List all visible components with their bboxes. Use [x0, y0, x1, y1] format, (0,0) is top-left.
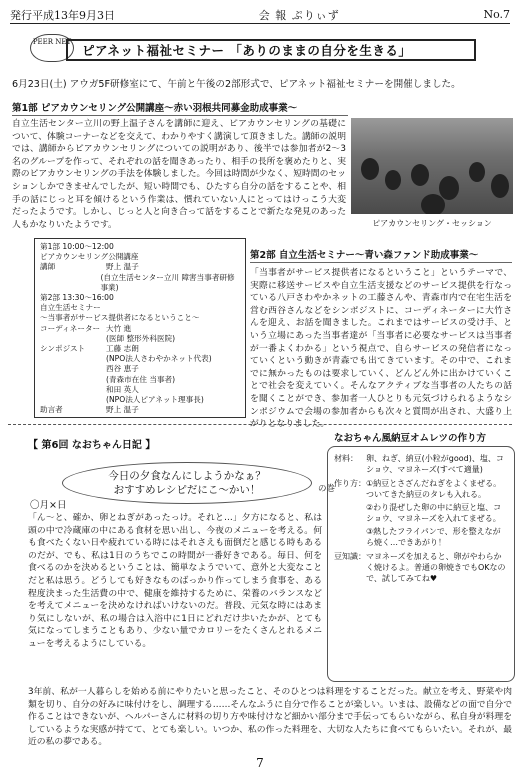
schedule-value: (自立生活センター立川 障害当事者研修事業): [100, 272, 235, 292]
schedule-key: 自立生活セミナー: [40, 303, 101, 313]
recipe-note: マヨネーズを加えると、卵がやわらかく焼けるよ。普通の卵焼きでもOKなので、試してみてね♥: [366, 552, 506, 583]
newsletter-name: 会 報 ぷりぃず: [258, 8, 340, 22]
schedule-value: 野上 温子: [106, 262, 139, 272]
schedule-value: (NPO法人さわやかネット代表): [106, 354, 212, 364]
schedule-line: [40, 324, 240, 334]
schedule-line: [40, 344, 240, 354]
diary-suffix: の巻: [318, 484, 336, 494]
recipe-step: ②わり混ぜした卵の中に納豆と塩、コショウ、マヨネーズを入れてまぜる。: [366, 503, 502, 523]
issue-date: 発行平成13年9月3日: [10, 8, 115, 22]
schedule-line: [40, 242, 240, 252]
ingredients-label: 材料：: [334, 454, 358, 463]
page-number: 7: [256, 756, 264, 770]
schedule-value: 工藤 志朗: [106, 344, 139, 354]
schedule-line: [40, 395, 240, 405]
issue-number: No.7: [483, 8, 510, 21]
schedule-line: [40, 293, 240, 303]
schedule-key: [40, 385, 106, 395]
schedule-key: [40, 375, 106, 385]
schedule-line: [40, 364, 240, 374]
schedule-key: [40, 354, 106, 364]
schedule-key: [40, 334, 106, 344]
bubble-line-2: おすすめレシピだにこ～かい！: [113, 484, 261, 496]
diary-bubble: [62, 462, 312, 504]
schedule-line: [40, 405, 240, 415]
bubble-line-1: 今日の夕食なんにしようかなぁ？: [108, 470, 266, 482]
page-header: [10, 6, 510, 24]
recipe-box: [327, 446, 515, 682]
schedule-key: シンポジスト: [40, 344, 86, 354]
schedule-box: [34, 238, 246, 418]
schedule-value: 和田 英人: [106, 384, 139, 394]
schedule-key: 第1部 10:00～12:00: [40, 242, 114, 251]
recipe-step: ③熱したフライパンで、形を整えながら焼く…できあがり！: [366, 527, 501, 547]
peer-net-logo: PEER NET: [30, 34, 74, 62]
schedule-line: [40, 334, 240, 344]
schedule-line: [40, 385, 240, 395]
part2-body: 「当事者がサービス提供者になるということ」というテーマで、実際に移送サービスや自立生活支援などのサービス提供を行なっている八戸さわやかネットの工藤さんや、青森市内で在宅生活を営む西谷さんなどをシンポジストに、コーディネーターに大竹さんを迎え、お話を聞きました。これまではサービスの受け手、という立場にあった当事者達が「当事者に必要なサービスは当事者が一番よくわかる」という視点で、自らサービスの発信者になっていくという動きが青森でも出てきています。その中で、これまでに無かったものは要求していく、どんどん外に出かけていくことで社会を変えていく。そんなアクティブな当事者の人たちの話を聞くことができ、参加者一人ひとりも元気づけられるようなシンポジウムで会場の参加者からも次々と質問が出され、大盛り上がりとなりました。: [250, 268, 512, 430]
schedule-key: ピアカウンセリング公開講座: [40, 252, 139, 262]
schedule-line: [40, 313, 240, 323]
part2-heading: 第2部 自立生活セミナー～青い森ファンド助成事業～: [250, 247, 512, 263]
diary-body-2: 3年前、私が一人暮らしを始める前にやりたいと思ったこと、そのひとつは料理をすることだった。献立を考え、野菜や肉類を切り、自分の好みに味付けをし、調理する……そんなふうに自分で作ることが楽しい。いまは、設備などの面で自分で作ることはできないが、ヘルパーさんに材料の切り方や味付けなど細かい部分まで手伝ってもらいながら、私自身が料理をしているような実感が持てて、とても楽しい。いつか、私の作った料理を、大切な人たちに食べてもらいたい。それが、最近の私の夢である。: [28, 687, 512, 748]
schedule-key: [40, 395, 106, 405]
ingredients: 卵、ねぎ、納豆(小粒がgood)、塩、コショウ、マヨネーズ(すべて適量): [366, 454, 504, 474]
schedule-key: コーディネーター: [40, 323, 101, 333]
lead-paragraph: 6月23日(土) アウガ5F研修室にて、午前と午後の2部形式で、ピアネット福祉セミナーを開催しました。: [12, 79, 461, 90]
schedule-value: (NPO法人ピアネット理事長): [106, 395, 204, 405]
schedule-key: [40, 364, 106, 374]
schedule-line: [40, 303, 240, 313]
note-label: 豆知識：: [334, 552, 366, 561]
schedule-key: 第2部 13:30～16:00: [40, 293, 114, 303]
recipe-step: ①納豆とさざんだねぎをよくまぜる。ついてきた納豆のタレも入れる。: [366, 479, 502, 499]
schedule-key: ～当事者がサービス提供者になるということ～: [40, 313, 200, 323]
schedule-line: [40, 273, 240, 293]
recipe-title: なおちゃん風納豆オムレツの作り方: [332, 430, 488, 444]
diary-date: 〇月×日: [30, 500, 67, 511]
schedule-value: (青森市在住 当事者): [106, 374, 176, 384]
schedule-key: 助言者: [40, 405, 63, 415]
schedule-value: (医師 整形外科医院): [106, 333, 176, 343]
schedule-line: [40, 262, 240, 272]
schedule-key: 講師: [40, 262, 56, 272]
steps-label: 作り方：: [334, 479, 366, 488]
schedule-key: [40, 273, 100, 293]
section-divider: [8, 424, 512, 425]
schedule-line: [40, 354, 240, 364]
article-title: ピアネット福祉セミナー 「ありのままの自分を生きる」: [66, 39, 476, 61]
part1-body: 自立生活センター立川の野上温子さんを講師に迎え、ピアカウンセリングの基礎について、体験コーナーなどを交えて、わかりやすく講演して頂きました。講師の説明では、講師からピアカウンセリングについての説明があり、後半では参加者が2～3名のグループを作って、それぞれの話を聞きあったり、相手の長所を褒めたりと、実際のピアカウンセリングの手法を体験しました。今回は時間が少なく、短時間のセッションしかできませんでしたが、短い時間でも、ひたすら自分の話をすることや、相手の話にじっと耳を傾けるという作業は、慣れていない人にとってはけっこう大変だったようです。しかし、じっと人と向き合って話をすることで新たな発見のあった人もかなりいたようです。: [12, 119, 346, 230]
schedule-value: 大竹 進: [106, 323, 132, 333]
schedule-value: 西谷 恵子: [106, 364, 139, 374]
photo-caption: ピアカウンセリング・セッション: [372, 219, 492, 228]
schedule-line: [40, 252, 240, 262]
schedule-line: [40, 375, 240, 385]
seminar-photo: [351, 118, 513, 214]
diary-body: 「ん～と、確か、卵とねぎがあったっけ。それと…」夕方になると、私は頭の中で冷蔵庫の中にある食材を思い出し、今夜のメニューを考える。何も食べたくない日や疲れている時にはそれさえも面倒だと感じる時もあるのだが、でも、私は1日のうちでこの時間が一番好きである。毎日、何を食べるのかを決めるということは、簡単なようでいて、意外と大変なことだと私は思う。どうしても好きなものばっかり作ってしまう食事を、ある程度決まった生活費の中で、健康を維持するために、栄養のバランスなどを考えてメニューを決めなければいけないのだ。普段、元気な時にはあまり気にしないが、私の場合は入浴中に1日にどれだけ歩いたかが、とても気になってしまうこともあり、少ない量でカロリーをたくさんとれるメニューを考えるようにしている。: [28, 513, 322, 649]
schedule-value: 野上 温子: [106, 405, 139, 415]
part1-heading: 第1部 ピアカウンセリング公開講座～赤い羽根共同募金助成事業～: [12, 100, 348, 116]
diary-title: 【 第6回 なおちゃん日記 】: [28, 440, 156, 451]
